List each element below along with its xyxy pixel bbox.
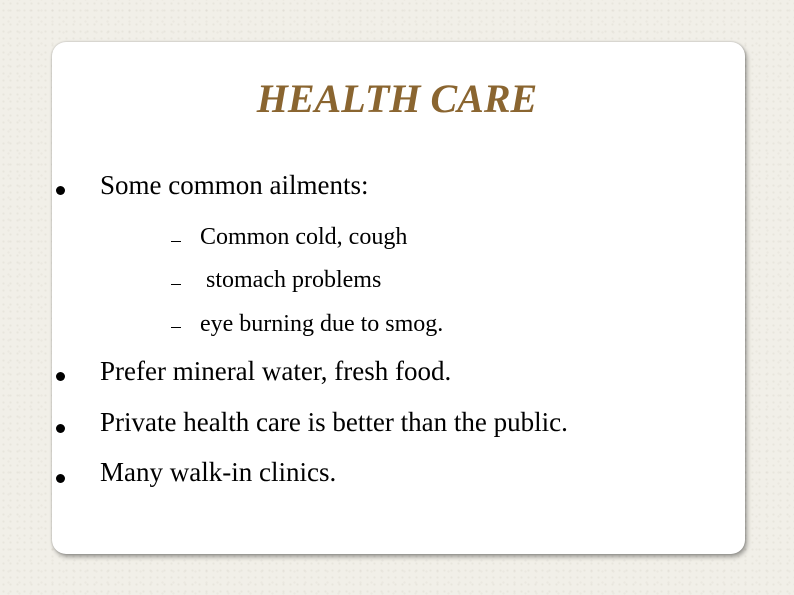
dash-marker — [171, 327, 181, 328]
dash-marker — [171, 284, 181, 285]
bullet-dot — [56, 474, 65, 483]
sub-bullet-item-cold: Common cold, cough — [200, 224, 408, 250]
sub-bullet-item-stomach: stomach problems — [200, 267, 382, 293]
bullet-item-clinics: Many walk-in clinics. — [100, 457, 337, 487]
dash-marker — [171, 241, 181, 242]
sub-bullet-item-eye: eye burning due to smog. — [200, 311, 444, 337]
bullet-dot — [56, 424, 65, 433]
bullet-item-ailments: Some common ailments: — [100, 170, 369, 200]
bullet-item-water: Prefer mineral water, fresh food. — [100, 356, 452, 386]
bullet-dot — [56, 372, 65, 381]
bullet-item-private-care: Private health care is better than the public. — [100, 407, 568, 437]
slide-title: HEALTH CARE — [256, 76, 538, 121]
bullet-dot — [56, 186, 65, 195]
